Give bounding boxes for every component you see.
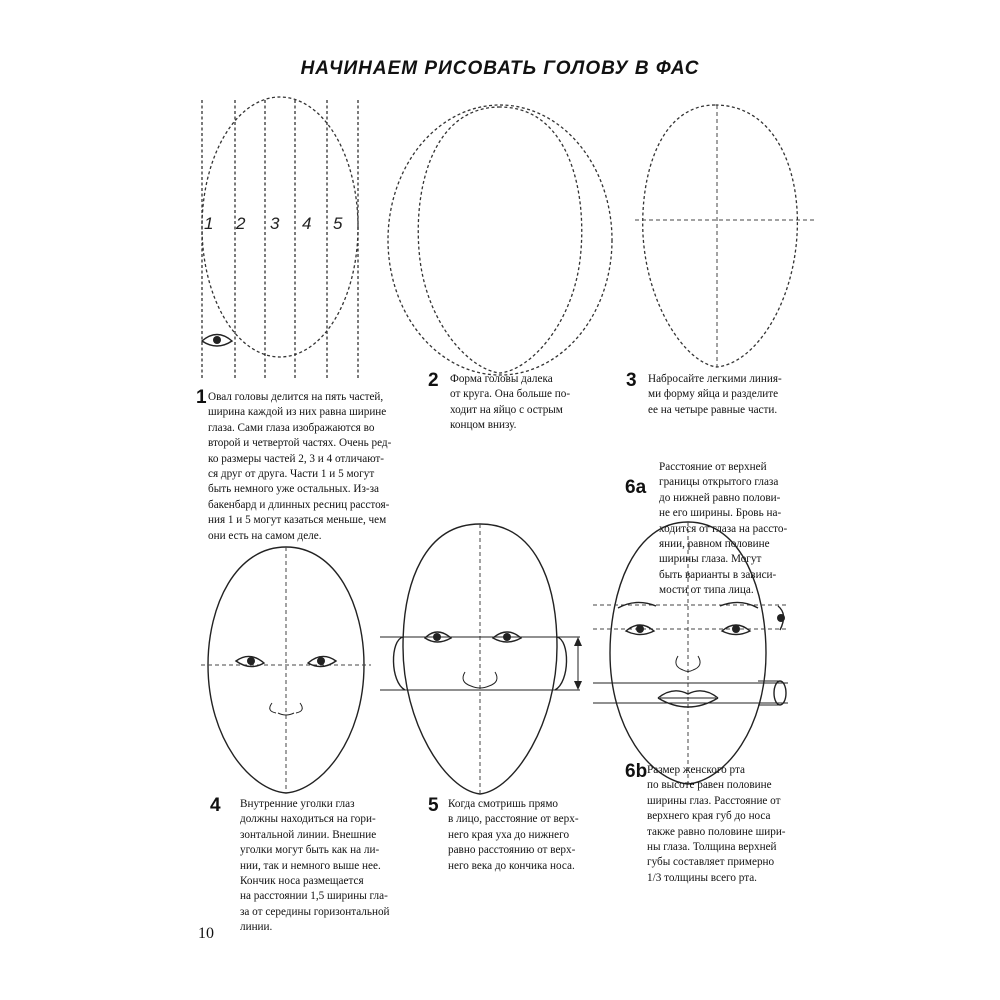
step-text: Расстояние от верхней границы открытого глаза до нижней равно полови- не его ширины. Бровь на- ходится от глаза на рассто- янии, равном половине ширины глаза. Могут быть варианты в зависи- мости от типа лица. <box>659 461 788 597</box>
part-label-3: 3 <box>270 214 280 233</box>
left-eye-icon <box>626 625 654 635</box>
figure-egg-quarters <box>625 95 825 385</box>
step-number: 4 <box>210 795 221 816</box>
eye-profile-icon <box>777 606 785 630</box>
step-text: Размер женского рта по высоте равен половине ширины глаз. Расстояние от верхнего края губ до носа также равно половине шири- ны глаза. Толщина верхней губы составляет примерно 1/3 толщины всего рта. <box>647 764 786 884</box>
part-label-2: 2 <box>236 214 246 233</box>
part-label-1: 1 <box>204 214 214 233</box>
right-brow-icon <box>720 602 758 608</box>
right-eye-icon <box>722 625 750 635</box>
part-label-4: 4 <box>302 214 312 233</box>
step-number: 2 <box>428 370 439 391</box>
eye-icon <box>202 335 232 347</box>
step-text: Когда смотришь прямо в лицо, расстояние от верх- него края уха до нижнего равно расстоянию от верх- него века до кончика носа. <box>448 798 579 872</box>
step-number: 5 <box>428 795 439 816</box>
step-number: 6b <box>625 761 648 782</box>
step-number: 6a <box>625 477 647 498</box>
step-text: Овал головы делится на пять частей, ширина каждой из них равна ширине глаза. Сами глаза изображаются во второй и четвертой частях. Очень ред- ко размеры частей 2, 3 и 4 отличают- ся друг от друга. Части 1 и 5 могут быть немного уже остальных. Из-за бакенбард и длинных ресниц расстоя- ния 1 и 5 могут казаться меньше, чем они есть на самом деле. <box>208 391 392 542</box>
figure-face-ears <box>375 522 590 797</box>
step-text: Внутренние уголки глаз должны находиться на гори- зонтальной линии. Внешние уголки могут быть как на ли- нии, так и немного выше нее. Кончик носа размещается на расстоянии 1,5 ширины гла- за от середины горизонтальной линии. <box>240 798 390 934</box>
part-label-5: 5 <box>333 214 343 233</box>
measure-arrow-icon <box>574 637 582 690</box>
figure-face-brows-lips <box>588 518 803 788</box>
step-number: 1 <box>196 387 207 408</box>
step-text: Форма головы далека от круга. Она больше по- ходит на яйцо с острым концом внизу. <box>450 373 571 432</box>
page-number: 10 <box>198 925 214 942</box>
figure-oval-five-parts <box>190 95 370 385</box>
page-title: НАЧИНАЕМ РИСОВАТЬ ГОЛОВУ В ФАС <box>300 58 700 79</box>
step-number: 3 <box>626 370 637 391</box>
step-text: Набросайте легкими линия- ми форму яйца и разделите ее на четыре равные части. <box>648 373 782 416</box>
figure-egg-vs-circle <box>370 95 620 385</box>
figure-face-eyes-nose <box>196 545 376 795</box>
